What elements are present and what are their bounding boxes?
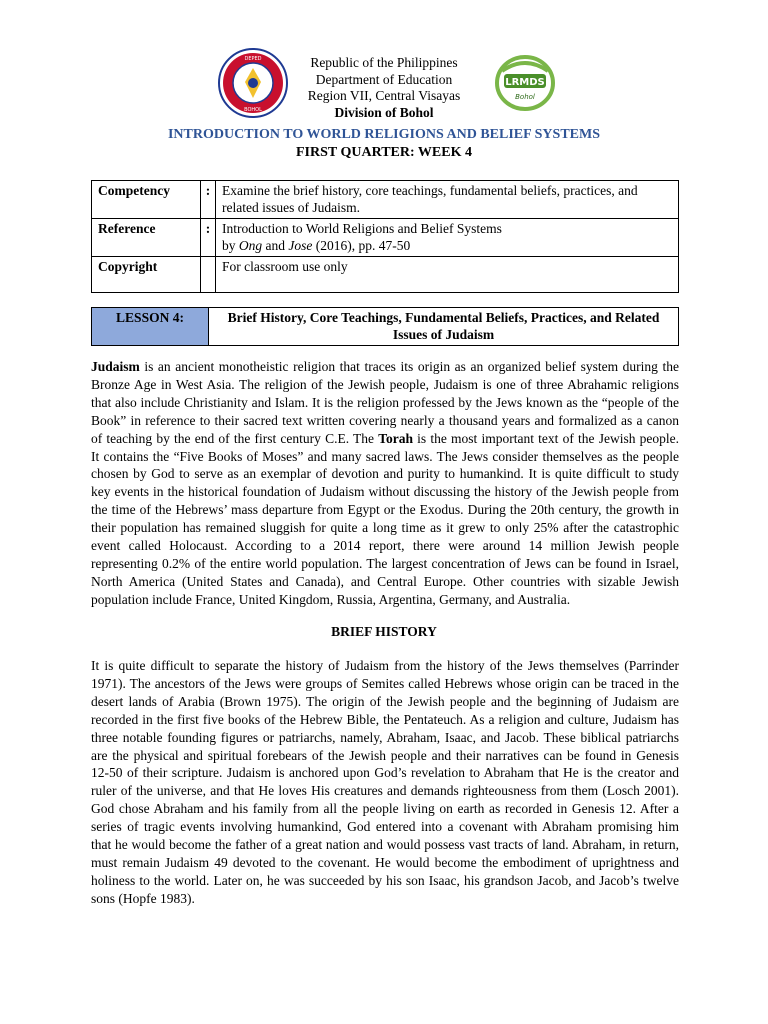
paragraph-line: that also include Christianity and Islam. It is the religion professed by the Jews known as the “people of the [91, 394, 679, 410]
line-text: is the most important text of the Jewish people. [412, 430, 679, 446]
reference-author-jose: Jose [288, 237, 313, 253]
brief-history-paragraph [91, 657, 679, 908]
paragraph-line: Bronze Age in West Asia. The religion of the Jewish people, Judaism is one of three Abrahamic religions [91, 376, 679, 392]
paragraph-line: representing 0.2% of the entire world population. The largest concentration of Jews can be found in Israel, [91, 555, 679, 571]
header-republic: Republic of the Philippines [310, 55, 458, 70]
paragraph-line: 12-50 of their scripture. Judaism is anchored upon God’s revelation to Abraham that He is the creator and [91, 765, 679, 781]
paragraph-line: sons (Hopfe 1983). [91, 890, 195, 906]
lesson-info-table [91, 180, 679, 293]
competency-label: Competency [92, 181, 201, 219]
paragraph-line: the time of the Hebrews’ mass departure from Egypt or the Exodus. During the 20th century, the growth in [91, 502, 679, 518]
paragraph-line: Book” in reference to their sacred text written covering nearly a thousand years and formalized as a canon [91, 412, 679, 428]
reference-author-ong: Ong [238, 237, 263, 253]
header-region: Region VII, Central Visayas [307, 88, 461, 103]
paragraph-line: It contains the “Five Books of Moses” and many sacred laws. The Jews consider themselves as the people [91, 448, 679, 464]
reference-and: and [262, 237, 289, 253]
copyright-row [92, 257, 679, 293]
lesson-banner [91, 307, 679, 346]
lesson-number: LESSON 4: [92, 308, 209, 346]
paragraph-line: series of tragic events involving humankind, God entered into a covenant with Abraham promising him [91, 819, 679, 835]
paragraph-line: their population has remained sluggish for quite a long time as it grew to only 25% after the catastrophic [91, 520, 679, 536]
paragraph-line: are the physical and spiritual forebears of the Jewish people and their narratives can be found in Genesis [91, 747, 679, 763]
header-division: Division of Bohol [334, 104, 434, 120]
paragraph-line: must remain Judaism 49 devoted to the covenant. He would become the embodiment of uprightness and [91, 854, 679, 870]
reference-book-title: Introduction to World Religions and Belief Systems [222, 221, 502, 236]
svg-text:Bohol: Bohol [515, 93, 535, 101]
svg-text:BOHOL: BOHOL [244, 107, 262, 113]
paragraph-line: desert lands of Arabia (Brown 1975). The origin of the Jewish people and the beginning of Judaism are [91, 693, 679, 709]
copyright-colon [201, 257, 216, 293]
copyright-label: Copyright [92, 257, 201, 293]
term-judaism: Judaism [91, 359, 140, 374]
lesson-title-line2: Issues of Judaism [392, 326, 495, 342]
reference-pages: (2016), pp. 47-50 [312, 237, 411, 253]
paragraph-line: It is quite difficult to separate the history of Judaism from the history of the Jews themselves (Parrinder [91, 658, 679, 673]
reference-authors [222, 238, 672, 255]
reference-row [92, 219, 679, 257]
paragraph-line: 1971). The ancestors of the Jews were groups of Semites called Hebrews whose origin can be traced in the [91, 675, 679, 691]
paragraph-line: key events in the historical foundation of Judaism without discussing the history of the Jewish people from [91, 484, 679, 500]
competency-value: Examine the brief history, core teachings, fundamental beliefs, practices, and related issues of Judaism. [216, 181, 679, 219]
competency-row [92, 181, 679, 219]
svg-text:DEPED: DEPED [244, 56, 262, 62]
lesson-title-line1: Brief History, Core Teachings, Fundamental Beliefs, Practices, and Related [227, 310, 660, 325]
judaism-intro-paragraph [91, 358, 679, 609]
paragraph-line: recorded in the first five books of the Hebrew Bible, the Pentateuch. As a religion and culture, Judaism has [91, 711, 679, 727]
line-text: of teaching by the end of the first century C.E. The [91, 430, 379, 446]
line-text: is an ancient monotheistic religion that traces its origin as an organized belief system during the [139, 359, 679, 374]
paragraph-line: God chose Abraham and his family from all the people living on earth as recorded in Genesis 12. After a [91, 801, 679, 817]
reference-colon: : [201, 219, 216, 257]
copyright-value: For classroom use only [216, 257, 679, 293]
paragraph-line: event called Holocaust. According to a 2014 report, there were around 14 million Jewish people [91, 538, 679, 554]
lesson-title [209, 308, 679, 346]
header-department: Department of Education [315, 71, 453, 87]
svg-text:LRMDS: LRMDS [505, 77, 545, 88]
paragraph-line: ruler of the universe, and that He loves His creatures and demands righteousness from them (Losch 2001). [91, 783, 679, 799]
reference-label: Reference [92, 219, 201, 257]
paragraph-line [91, 358, 679, 376]
section-heading-brief-history: BRIEF HISTORY [331, 624, 437, 639]
paragraph-line: that he would become the father of a great nation and would possess vast tracts of land. Abraham, in return, [91, 837, 679, 853]
competency-colon: : [201, 181, 216, 219]
paragraph-line: North America (United States and Canada), and Central Europe. Other countries with sizable Jewish [91, 573, 679, 589]
paragraph-line: chosen by God to serve as an exemplar of devotion and purity to humankind. It is quite difficult to study [91, 466, 679, 482]
term-torah: Torah [378, 430, 413, 446]
quarter-week: FIRST QUARTER: WEEK 4 [296, 145, 472, 160]
reference-by: by [222, 237, 239, 253]
paragraph-line: population include France, United Kingdom, Russia, Argentina, Germany, and Australia. [91, 591, 571, 607]
document-header [0, 55, 768, 121]
paragraph-line: three notable founding figures or patriarchs, namely, Abraham, Isaac, and Jacob. These biblical patriarchs [91, 729, 679, 745]
paragraph-line: holiness to the world. Later on, he was succeeded by his son Isaac, his grandson Jacob, and Jacob’s twelve [91, 872, 679, 888]
course-title: INTRODUCTION TO WORLD RELIGIONS AND BELIEF SYSTEMS [167, 127, 601, 142]
paragraph-line [91, 430, 679, 448]
reference-value [216, 219, 679, 257]
